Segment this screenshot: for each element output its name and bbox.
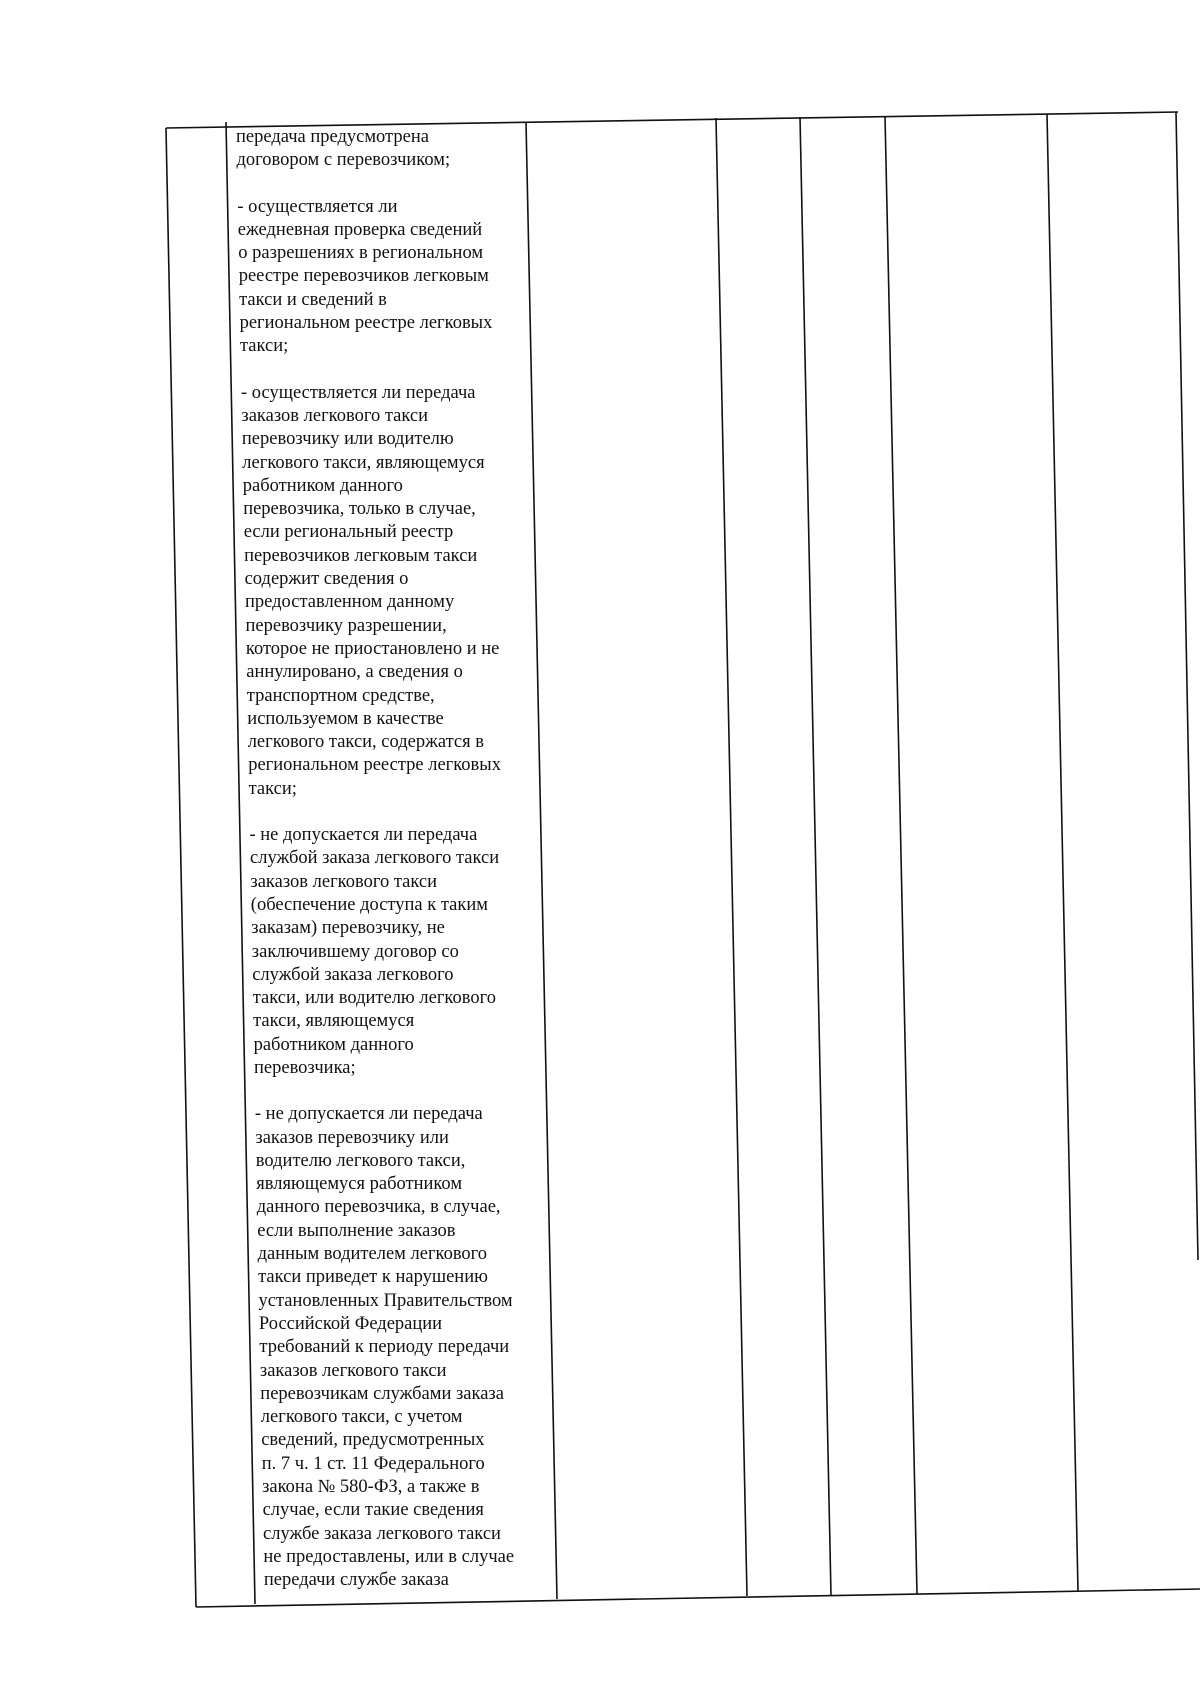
text-line: - не допускается ли передача (249, 825, 478, 846)
text-line: заказов перевозчику или (255, 1127, 449, 1148)
text-line: - осуществляется ли передача (241, 382, 476, 403)
text-line: аннулировано, а сведения о (246, 662, 463, 683)
text-line: перевозчику или водителю (241, 429, 454, 450)
column-divider-5 (885, 116, 917, 1594)
text-line: такси; (240, 336, 289, 357)
text-line: договором с перевозчиком; (236, 150, 451, 171)
text-line: сведений, предусмотренных (261, 1430, 485, 1451)
column-right-border (1176, 112, 1198, 1260)
text-line: региональном реестре легковых (248, 755, 501, 776)
text-line: заказов легкового такси (250, 871, 438, 892)
text-line: - осуществляется ли (237, 196, 398, 217)
paragraph-1 (236, 126, 532, 173)
text-line: такси, или водителю легкового (252, 988, 496, 1009)
text-line: передачи службе заказа (263, 1570, 449, 1591)
text-line: водителю легкового такси, (255, 1150, 466, 1171)
text-line: передача предусмотрена (236, 127, 429, 147)
paragraph-3 (236, 382, 532, 801)
paragraph-4 (236, 824, 532, 1080)
text-line: которое не приостановлено и не (245, 638, 500, 659)
column-divider-4 (800, 117, 831, 1595)
text-line: требований к периоду передачи (259, 1337, 510, 1358)
text-line: работником данного (242, 475, 403, 496)
text-line: о разрешениях в региональном (238, 243, 484, 264)
text-line: предоставленном данному (245, 592, 455, 613)
text-line: такси, являющемуся (253, 1011, 415, 1032)
text-line: заключившему договор со (251, 941, 459, 962)
column-left-border (166, 128, 196, 1607)
text-line: - не допускается ли передача (254, 1104, 483, 1125)
requirements-cell (236, 126, 532, 1616)
text-line: если выполнение заказов (257, 1220, 456, 1241)
text-line: данного перевозчика, в случае, (256, 1197, 501, 1218)
text-line: являющемуся работником (256, 1174, 463, 1195)
text-line: данным водителем легкового (257, 1244, 488, 1265)
text-line: службой заказа легкового такси (250, 848, 500, 869)
text-line: такси и сведений в (239, 289, 387, 310)
text-line: заказов легкового такси (259, 1360, 447, 1381)
text-line: ежедневная проверка сведений (237, 219, 483, 240)
text-line: службе заказа легкового такси (263, 1523, 501, 1544)
text-line: используемом в качестве (247, 708, 444, 729)
paragraph-2 (236, 196, 532, 359)
text-line: перевозчика; (254, 1057, 356, 1078)
text-line: случае, если такие сведения (262, 1500, 484, 1521)
paragraph-5 (236, 1103, 532, 1592)
text-line: не предоставлены, или в случае (263, 1546, 515, 1567)
text-line: такси приведет к нарушению (258, 1267, 488, 1288)
text-line: реестре перевозчиков легковым (238, 266, 489, 287)
text-line: перевозчиков легковым такси (244, 545, 478, 566)
text-line: работником данного (253, 1034, 414, 1055)
text-line: п. 7 ч. 1 ст. 11 Федерального (261, 1453, 485, 1474)
text-line: перевозчику разрешении, (245, 615, 447, 636)
text-line: закона № 580-ФЗ, а также в (262, 1477, 480, 1498)
column-divider-3 (716, 118, 747, 1596)
text-line: легкового такси, содержатся в (247, 732, 485, 753)
text-line: заказам) перевозчику, не (251, 918, 445, 939)
text-line: такси; (248, 778, 297, 799)
text-line: установленных Правительством (258, 1290, 513, 1311)
text-line: легкового такси, являющемуся (242, 452, 485, 473)
text-line: если региональный реестр (243, 522, 454, 543)
text-line: перевозчикам службами заказа (260, 1383, 504, 1404)
text-line: заказов легкового такси (241, 405, 429, 426)
text-line: легкового такси, с учетом (260, 1407, 463, 1428)
text-line: Российской Федерации (258, 1313, 443, 1334)
text-line: транспортном средстве, (246, 685, 435, 706)
text-line: перевозчика, только в случае, (243, 499, 476, 520)
text-line: (обеспечение доступа к таким (250, 894, 488, 915)
text-line: региональном реестре легковых (239, 313, 493, 334)
column-divider-6 (1047, 114, 1078, 1591)
text-line: службой заказа легкового (252, 964, 454, 985)
text-line: содержит сведения о (244, 569, 409, 590)
